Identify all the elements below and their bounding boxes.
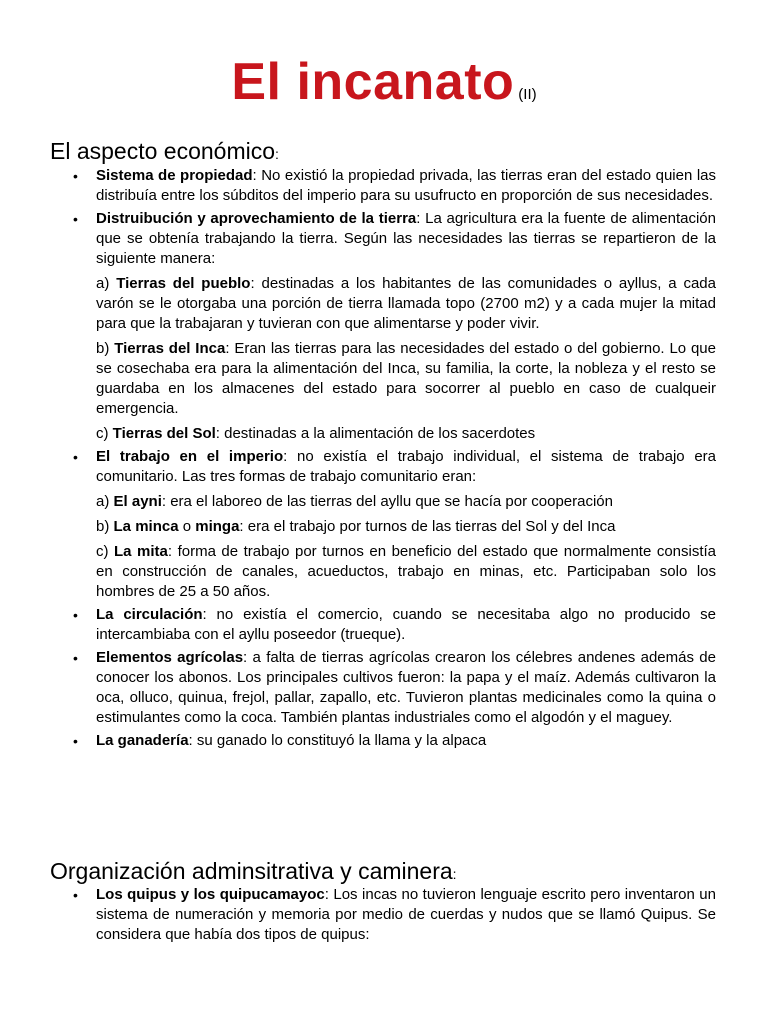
item-text: : su ganado lo constituyó la llama y la alpaca [188,732,487,749]
title-part-number: (II) [518,86,537,103]
bullet-icon: • [73,168,78,184]
sub-item-prefix: c) [96,543,115,560]
item-term: Distruibución y aprovechamiento de la tierra [96,210,417,227]
item-text: : La agricultura era la fuente de alimentación que se obtenía trabajando la tierra. Según las necesidades las tierras se repartieron de la siguiente manera: [96,210,716,267]
sub-item [96,424,716,444]
item-text: : No existió la propiedad privada, las tierras eran del estado quien las distribuía entre los súbditos del imperio para su usufructo en proporción de sus necesidades. [96,167,716,204]
sub-item-text: : destinadas a los habitantes de las comunidades o ayllus, a cada varón se le otorgaba una porción de tierra llamada topo (2700 m2) y a cada mujer la mitad para que la trabajaran y tuvieran con que alimentarse y poder vivir. [96,275,716,332]
item-term: Los quipus y los quipucamayoc [96,886,325,903]
sub-item [96,517,716,537]
item-term: La ganadería [96,732,189,749]
sub-item-term: El ayni [113,493,162,510]
bullet-icon: • [73,733,78,749]
sub-item [96,542,716,602]
sub-item [96,339,716,419]
sub-item-prefix: a) [96,493,114,510]
section-heading-economic [50,138,279,167]
section-heading-colon: : [275,146,279,162]
section-heading-text: El aspecto económico [50,138,276,164]
administrative-list [0,885,768,945]
sub-item-term: Tierras del Inca [114,340,226,357]
sub-item-term: La mita [114,543,168,560]
list-item [0,209,716,444]
sub-item-text: : destinadas a la alimentación de los sacerdotes [215,425,536,442]
bullet-icon: • [73,211,78,227]
sub-item-text: : Eran las tierras para las necesidades del estado o del gobierno. Lo que se cosechaba era para la alimentación del Inca, su familia, la corte, la nobleza y el resto se guardaba en los almacenes del estado para socorrer al pueblo en caso de cualqueir emergencia. [96,340,716,417]
sub-item-term-alt: minga [195,518,240,535]
item-term: Sistema de propiedad [96,167,253,184]
item-text: : no existía el comercio, cuando se necesitaba algo no producido se intercambiaba con el ayllu poseedor (trueque). [96,606,716,643]
sub-item-term: Tierras del Sol [112,425,216,442]
sub-item-prefix: a) [96,275,117,292]
bullet-icon: • [73,887,78,903]
sub-item-text: : era el trabajo por turnos de las tierras del Sol y del Inca [239,518,616,535]
list-item [0,166,716,206]
sub-item-text: : era el laboreo de las tierras del ayllu que se hacía por cooperación [161,493,613,510]
list-item [0,447,716,602]
sub-item [96,492,716,512]
document-title [0,52,768,112]
sub-item-text: : forma de trabajo por turnos en beneficio del estado que normalmente consistía en construcción de canales, acueductos, trabajo en minas, etc. Participaban solo los hombres de 25 a 50 años. [96,543,717,600]
sub-item-prefix: b) [96,518,114,535]
list-item [0,731,716,751]
item-term: La circulación [96,606,203,623]
item-term: Elementos agrícolas [96,649,244,666]
item-text: : no existía el trabajo individual, el sistema de trabajo era comunitario. Las tres formas de trabajo comunitario eran: [96,448,717,485]
title-main: El incanato [231,53,515,111]
section-heading-text: Organización adminsitrativa y caminera [50,858,453,884]
item-text: : Los incas no tuvieron lenguaje escrito pero inventaron un sistema de numeración y memoria por medio de cuerdas y nudos que se llamó Quipus. Se considera que había dos tipos de quipus: [96,886,716,943]
list-item [0,885,716,945]
economic-list [0,166,768,751]
sub-item-term: Tierras del pueblo [116,275,251,292]
sub-item-term: La minca [113,518,179,535]
sub-item-prefix: c) [96,425,113,442]
sub-item [96,274,716,334]
sub-item-prefix: b) [96,340,115,357]
section-heading-administrative [50,858,457,887]
list-item [0,605,716,645]
sub-item-connector: o [178,518,196,535]
list-item [0,648,716,728]
item-text: : a falta de tierras agrícolas crearon los célebres andenes además de conocer los abonos. Los principales cultivos fueron: la papa y el maíz. Además cultivaron la oca, olluco, quinua, frejol, pallar, zapallo, etc. Tuvieron plantas medicinales como la quina o estimulantes como la coca. También plantas industriales como el algodón y el maguey. [96,649,716,726]
bullet-icon: • [73,449,78,465]
bullet-icon: • [73,607,78,623]
item-term: El trabajo en el imperio [96,448,284,465]
section-heading-colon: : [452,866,457,882]
bullet-icon: • [73,650,78,666]
